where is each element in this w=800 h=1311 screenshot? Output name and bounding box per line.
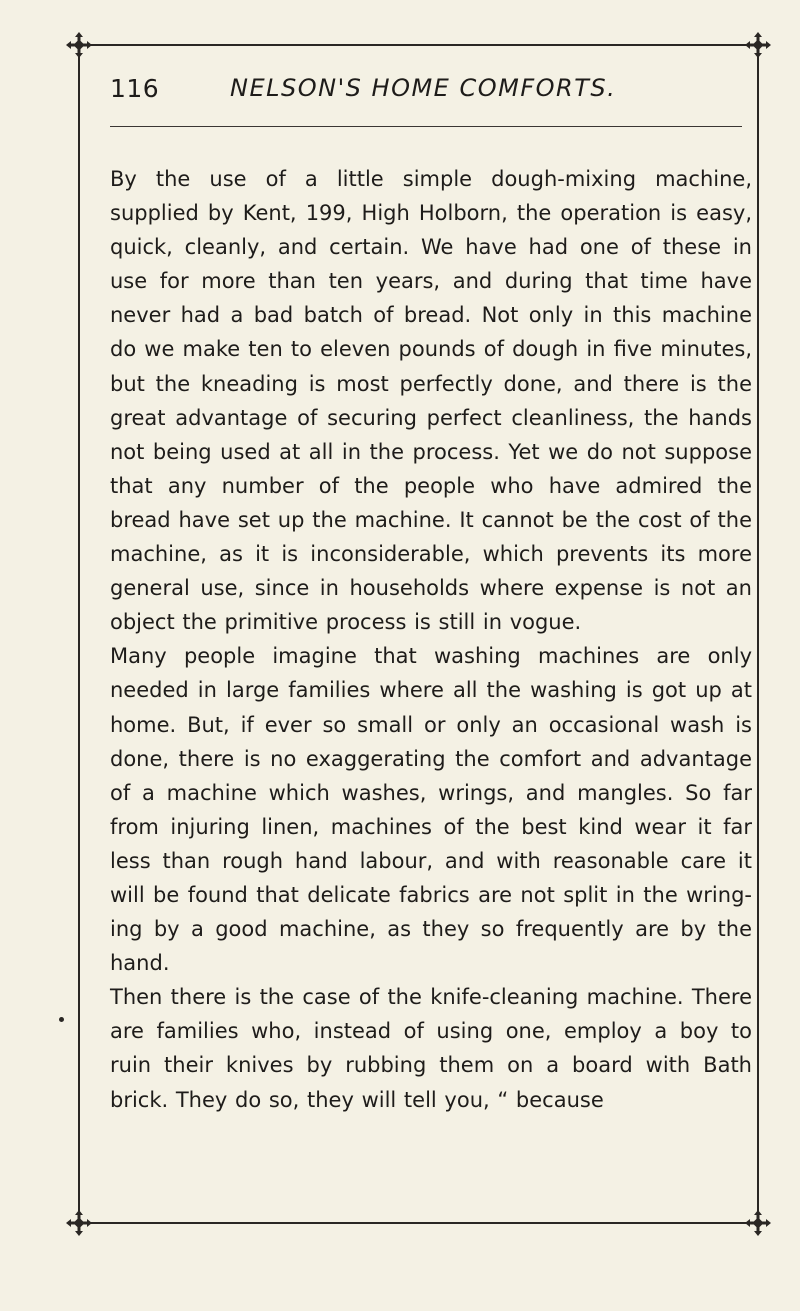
frame-left-rule bbox=[78, 44, 80, 1222]
paragraph: Many people imagine that washing machines are only needed in large families where all the washing is got up at home. But, if ever so small or only an occasional wash is done, there is no exaggerating the comfort and advantage of a machine which washes, wrings, and mangles. So far from injuring linen, machines of the best kind wear it far less than rough hand labour, and with reasonable care it will be found that delicate fabrics are not split in the wring-ing by a good machine, as they so frequently are by the hand. bbox=[110, 644, 752, 976]
running-title: NELSON'S HOME COMFORTS. bbox=[230, 74, 617, 102]
page-number: 116 bbox=[110, 74, 160, 103]
paragraph: Then there is the case of the knife-cleaning machine. There are families who, instead of using one, employ a boy to ruin their knives by rubbing them on a board with Bath brick. They do so, they will tell you, “ because bbox=[110, 985, 752, 1112]
frame-right-rule bbox=[757, 44, 759, 1222]
frame-top-rule bbox=[78, 44, 758, 46]
cross-fleury-icon bbox=[66, 32, 92, 58]
header-rule bbox=[110, 126, 742, 127]
cross-fleury-icon bbox=[745, 1210, 771, 1236]
cross-fleury-icon bbox=[66, 1210, 92, 1236]
page-header bbox=[110, 74, 742, 114]
cross-fleury-icon bbox=[745, 32, 771, 58]
frame-bottom-rule bbox=[78, 1222, 758, 1224]
body-text bbox=[110, 162, 752, 1117]
margin-mark bbox=[59, 1017, 64, 1022]
paragraph: By the use of a little simple dough-mixing machine, supplied by Kent, 199, High Holborn, the operation is easy, quick, cleanly, and certain. We have had one of these in use for more than ten years, and during that time have never had a bad batch of bread. Not only in this machine do we make ten to eleven pounds of dough in five minutes, but the kneading is most perfectly done, and there is the great advantage of securing perfect cleanliness, the hands not being used at all in the process. Yet we do not suppose that any number of the people who have admired the bread have set up the machine. It cannot be the cost of the machine, as it is inconsiderable, which prevents its more general use, since in households where expense is not an object the primitive process is still in vogue. bbox=[110, 167, 752, 635]
